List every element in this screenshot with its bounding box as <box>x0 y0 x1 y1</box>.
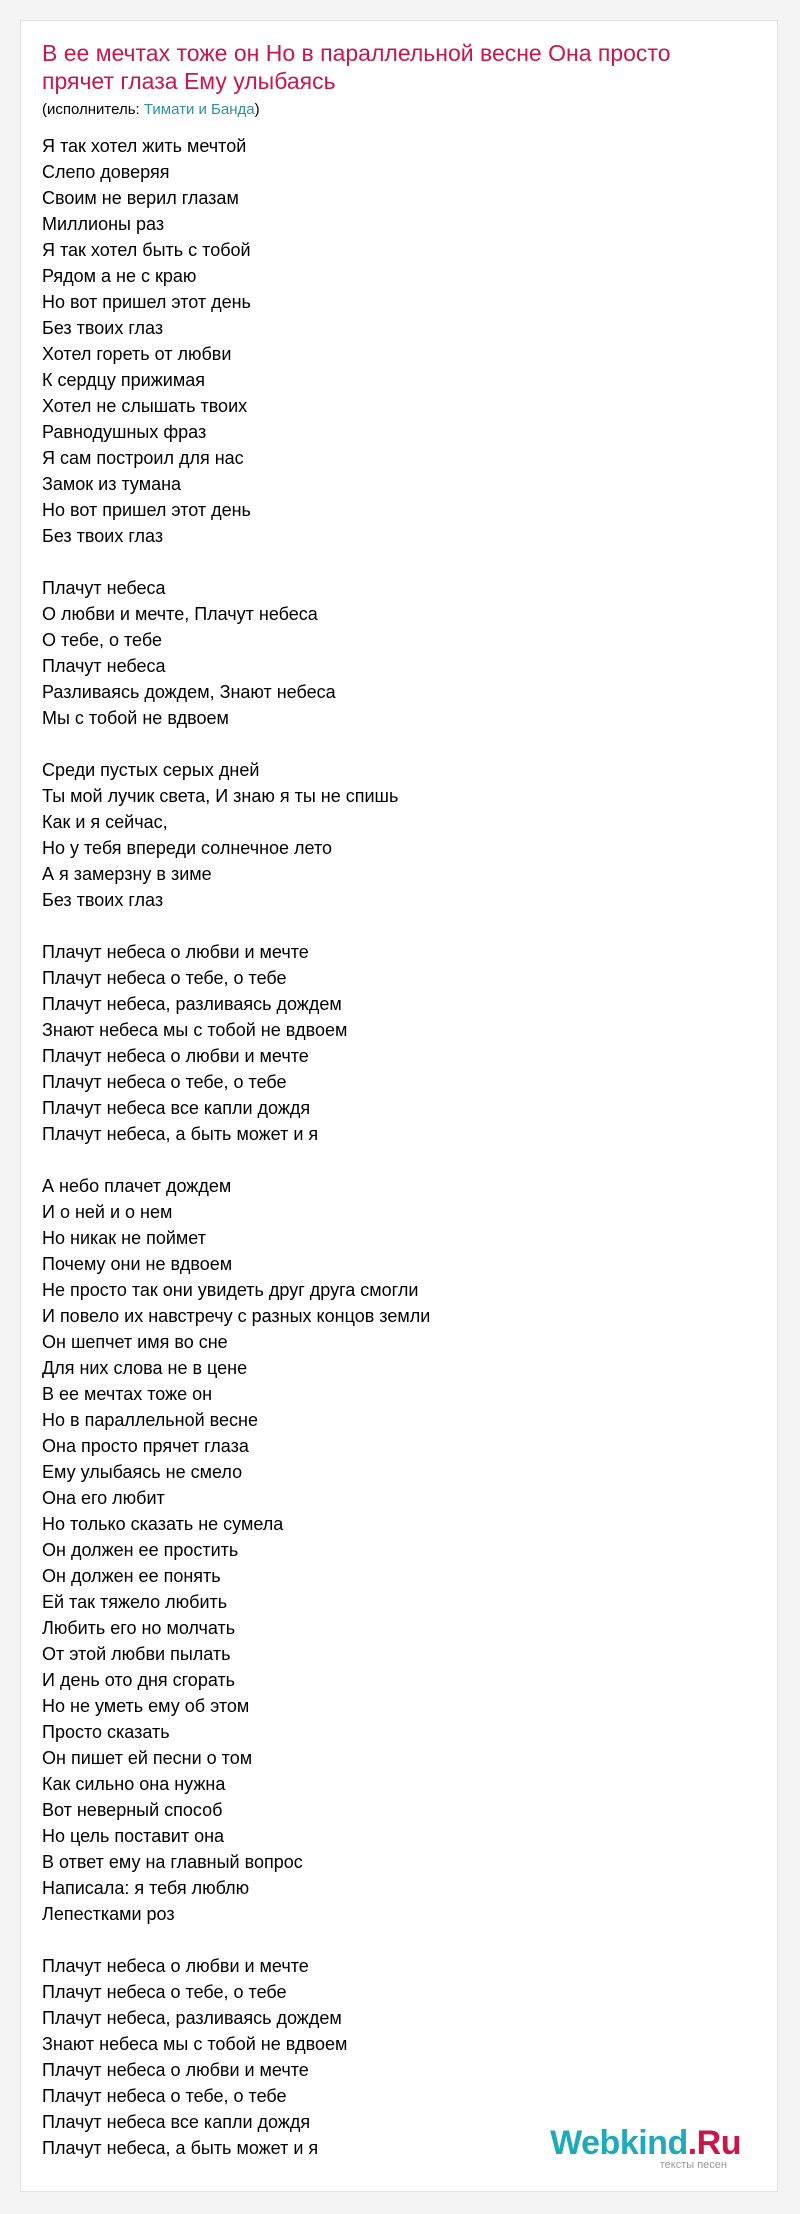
lyric-line: В ее мечтах тоже он <box>42 1384 213 1404</box>
lyric-line: Ему улыбаясь не смело <box>42 1462 243 1482</box>
lyric-line: Замок из тумана <box>42 474 182 494</box>
lyric-line: Знают небеса мы с тобой не вдвоем <box>42 2034 348 2054</box>
lyric-line: И повело их навстречу с разных концов земли <box>42 1306 431 1326</box>
lyric-line: О любви и мечте, Плачут небеса <box>42 604 318 624</box>
lyric-line: Я так хотел жить мечтой <box>42 136 247 156</box>
song-title: В ее мечтах тоже он Но в параллельной весне Она просто прячет глаза Ему улыбаясь <box>42 40 671 94</box>
artist-link[interactable]: Тимати и Банда <box>143 101 255 118</box>
lyric-line: Как сильно она нужна <box>42 1774 226 1794</box>
lyric-line: Рядом а не с краю <box>42 266 197 286</box>
lyric-line: Он должен ее понять <box>42 1566 221 1586</box>
byline-suffix: ) <box>254 101 260 118</box>
lyric-line: Плачут небеса, разливаясь дождем <box>42 2008 342 2028</box>
lyric-line <box>42 731 430 757</box>
lyric-line: Без твоих глаз <box>42 890 164 910</box>
lyric-line: Он должен ее простить <box>42 1540 239 1560</box>
lyric-line: Без твоих глаз <box>42 318 164 338</box>
lyric-line: Почему они не вдвоем <box>42 1254 233 1274</box>
lyric-line: Он пишет ей песни о том <box>42 1748 253 1768</box>
lyric-line: Своим не верил глазам <box>42 188 239 208</box>
lyric-line: В ответ ему на главный вопрос <box>42 1852 303 1872</box>
byline-prefix: (исполнитель: <box>42 101 144 118</box>
lyric-line: Плачут небеса, разливаясь дождем <box>42 994 342 1014</box>
lyric-line <box>42 913 430 939</box>
lyric-line: Я сам построил для нас <box>42 448 244 468</box>
lyric-line: Без твоих глаз <box>42 526 164 546</box>
lyric-line: И о ней и о нем <box>42 1202 173 1222</box>
lyric-line: Плачут небеса, а быть может и я <box>42 1124 319 1144</box>
lyric-line: Не просто так они увидеть друг друга смогли <box>42 1280 419 1300</box>
lyric-line: Хотел не слышать твоих <box>42 396 248 416</box>
lyric-line: Плачут небеса о тебе, о тебе <box>42 1982 287 2002</box>
artist-byline <box>42 101 260 119</box>
lyrics-card <box>20 20 778 2192</box>
lyric-line: Плачут небеса все капли дождя <box>42 2112 311 2132</box>
lyric-line: Хотел гореть от любви <box>42 344 232 364</box>
lyric-line: Равнодушных фраз <box>42 422 207 442</box>
lyric-line: Написала: я тебя люблю <box>42 1878 250 1898</box>
lyric-line: Он шепчет имя во сне <box>42 1332 228 1352</box>
lyric-line: Знают небеса мы с тобой не вдвоем <box>42 1020 348 1040</box>
lyric-line: Но вот пришел этот день <box>42 292 251 312</box>
lyric-line: Плачут небеса все капли дождя <box>42 1098 311 1118</box>
lyric-line: От этой любви пылать <box>42 1644 231 1664</box>
lyric-line: Плачут небеса о тебе, о тебе <box>42 2086 287 2106</box>
lyric-line: Любить его но молчать <box>42 1618 236 1638</box>
lyric-line: О тебе, о тебе <box>42 630 162 650</box>
lyric-line: Но цель поставит она <box>42 1826 225 1846</box>
webkind-logo[interactable] <box>541 2125 741 2169</box>
lyric-line: Но никак не поймет <box>42 1228 206 1248</box>
lyric-line: Но не уметь ему об этом <box>42 1696 250 1716</box>
lyric-line: Плачут небеса <box>42 656 166 676</box>
lyric-line: Но в параллельной весне <box>42 1410 258 1430</box>
lyric-line: Плачут небеса о любви и мечте <box>42 942 309 962</box>
logo-tagline: тексты песен <box>659 2159 727 2171</box>
lyric-line: Плачут небеса о тебе, о тебе <box>42 1072 287 1092</box>
lyric-line <box>42 1927 430 1953</box>
lyric-line: Но у тебя впереди солнечное лето <box>42 838 333 858</box>
lyric-line: Плачут небеса о любви и мечте <box>42 1956 309 1976</box>
lyric-line: Но вот пришел этот день <box>42 500 251 520</box>
lyric-line: Для них слова не в цене <box>42 1358 248 1378</box>
lyric-line: Разливаясь дождем, Знают небеса <box>42 682 336 702</box>
lyric-line: Ей так тяжело любить <box>42 1592 228 1612</box>
lyric-line: Слепо доверяя <box>42 162 170 182</box>
lyric-line: И день ото дня сгорать <box>42 1670 236 1690</box>
lyric-line: Среди пустых серых дней <box>42 760 260 780</box>
lyric-line: А я замерзну в зиме <box>42 864 212 884</box>
logo-word-main: Webkind <box>550 2124 688 2162</box>
lyric-line: Плачут небеса о тебе, о тебе <box>42 968 287 988</box>
logo-word-domain: .Ru <box>687 2124 741 2162</box>
lyric-line: Вот неверный способ <box>42 1800 223 1820</box>
lyric-line: Миллионы раз <box>42 214 165 234</box>
lyric-line: К сердцу прижимая <box>42 370 205 390</box>
lyric-line: А небо плачет дождем <box>42 1176 232 1196</box>
lyric-line: Плачут небеса <box>42 578 166 598</box>
lyrics-text <box>42 133 430 2161</box>
lyric-line <box>42 549 430 575</box>
lyric-line: Я так хотел быть с тобой <box>42 240 251 260</box>
lyric-line: Плачут небеса, а быть может и я <box>42 2138 319 2158</box>
lyric-line: Плачут небеса о любви и мечте <box>42 2060 309 2080</box>
lyric-line <box>42 1147 430 1173</box>
lyric-line: Она его любит <box>42 1488 165 1508</box>
lyric-line: Просто сказать <box>42 1722 170 1742</box>
lyric-line: Она просто прячет глаза <box>42 1436 249 1456</box>
lyric-line: Лепестками роз <box>42 1904 175 1924</box>
lyric-line: Плачут небеса о любви и мечте <box>42 1046 309 1066</box>
logo-wordmark <box>550 2125 741 2161</box>
lyric-line: Мы с тобой не вдвоем <box>42 708 229 728</box>
lyric-line: Как и я сейчас, <box>42 812 168 832</box>
lyric-line: Ты мой лучик света, И знаю я ты не спишь <box>42 786 399 806</box>
lyric-line: Но только сказать не сумела <box>42 1514 284 1534</box>
